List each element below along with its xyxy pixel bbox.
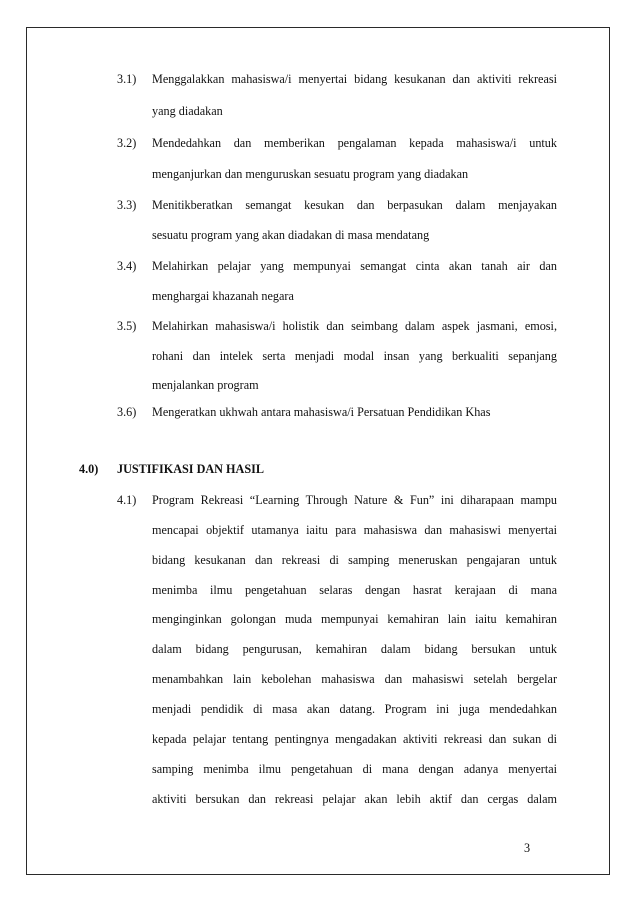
item-number: 3.2) — [117, 136, 137, 150]
item-text-line: Melahirkan mahasiswa/i holistik dan seimbang dalam aspek jasmani, emosi, — [152, 319, 557, 333]
item-text-line: menganjurkan dan menguruskan sesuatu program yang diadakan — [152, 167, 469, 181]
paragraph-line: menambahkan lain kebolehan mahasiswa dan mahasiswi setelah bergelar — [152, 672, 557, 686]
item-text-line: Mengeratkan ukhwah antara mahasiswa/i Persatuan Pendidikan Khas — [152, 405, 491, 419]
item-text-line: Menitikberatkan semangat kesukan dan berpasukan dalam menjayakan — [152, 198, 557, 212]
section-number: 4.0) — [79, 462, 99, 476]
item-text-line: Mendedahkan dan memberikan pengalaman kepada mahasiswa/i untuk — [152, 136, 557, 150]
item-number: 3.6) — [117, 405, 137, 419]
paragraph-line: aktiviti bersukan dan rekreasi pelajar akan lebih aktif dan cergas dalam — [152, 792, 557, 806]
paragraph-line: samping menimba ilmu pengetahuan di mana dengan adanya menyertai — [152, 762, 557, 776]
item-text-line: sesuatu program yang akan diadakan di masa mendatang — [152, 228, 430, 242]
item-text-line: menghargai khazanah negara — [152, 289, 294, 303]
paragraph-line: mencapai objektif utamanya iaitu para mahasiswa dan mahasiswi menyertai — [152, 523, 557, 537]
paragraph-line: kepada pelajar tentang pentingnya mengadakan aktiviti rekreasi dan sukan di — [152, 732, 557, 746]
paragraph-line: bidang kesukanan dan rekreasi di samping meneruskan pengajaran untuk — [152, 553, 557, 567]
section-title: JUSTIFIKASI DAN HASIL — [117, 462, 264, 476]
item-number: 3.3) — [117, 198, 137, 212]
item-text-line: yang diadakan — [152, 104, 223, 118]
item-number: 3.4) — [117, 259, 137, 273]
item-text-line: menjalankan program — [152, 378, 259, 392]
item-number: 3.1) — [117, 72, 137, 86]
item-number: 3.5) — [117, 319, 137, 333]
page-border — [26, 27, 610, 875]
item-text-line: rohani dan intelek serta menjadi modal insan yang berkualiti sepanjang — [152, 349, 557, 363]
paragraph-line: dalam bidang pengurusan, kemahiran dalam bidang bersukan untuk — [152, 642, 557, 656]
paragraph-line: Program Rekreasi “Learning Through Nature & Fun” ini diharapaan mampu — [152, 493, 557, 507]
item-text-line: Menggalakkan mahasiswa/i menyertai bidang kesukanan dan aktiviti rekreasi — [152, 72, 557, 86]
item-number: 4.1) — [117, 493, 137, 507]
paragraph-line: menimba ilmu pengetahuan selaras dengan hasrat kerajaan di mana — [152, 583, 557, 597]
item-text-line: Melahirkan pelajar yang mempunyai semangat cinta akan tanah air dan — [152, 259, 557, 273]
paragraph-line: menjadi pendidik di masa akan datang. Program ini juga mendedahkan — [152, 702, 557, 716]
paragraph-line: menginginkan golongan muda mempunyai kemahiran lain iaitu kemahiran — [152, 612, 557, 626]
page-number: 3 — [524, 841, 531, 855]
